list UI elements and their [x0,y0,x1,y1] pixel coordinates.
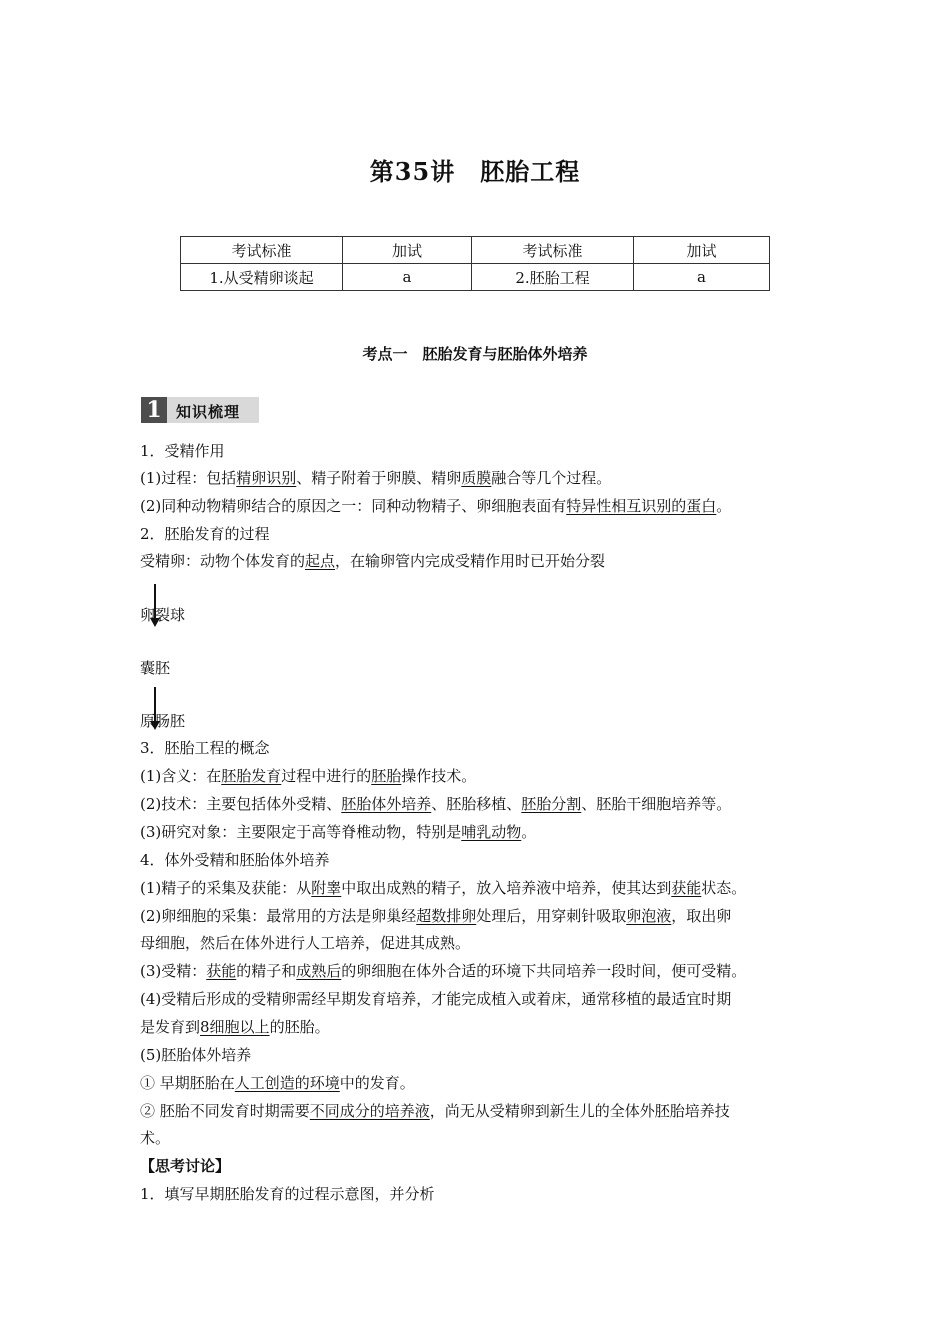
table-cell: 考试标准 [181,237,343,264]
badge-number: 1 [141,397,167,423]
table-cell: 2.胚胎工程 [472,264,634,291]
table-cell: 考试标准 [472,237,634,264]
table-cell: 加试 [634,237,770,264]
section-title: 考点一 胚胎发育与胚胎体外培养 [362,345,588,363]
paragraph-reason: (2)同种动物精卵结合的原因之一：同种动物精子、卵细胞表面有特异性相互识别的蛋白。 [140,497,732,515]
badge-label: 知识梳理 [176,403,241,421]
table-cell: a [634,264,770,291]
paragraph-early-embryo: ① 早期胚胎在人工创造的环境中的发育。 [140,1074,415,1092]
heading-ivf: 4．体外受精和胚胎体外培养 [140,851,330,869]
heading-embryo-culture: (5)胚胎体外培养 [140,1046,252,1064]
paragraph-media: ② 胚胎不同发育时期需要不同成分的培养液，尚无从受精卵到新生儿的全体外胚胎培养技 [140,1102,730,1120]
table-cell: 1.从受精卵谈起 [181,264,343,291]
paragraph-egg-cont: 母细胞，然后在体外进行人工培养，促进其成熟。 [140,934,471,952]
table-row [181,264,770,291]
paragraph-zygote: 受精卵：动物个体发育的起点，在输卵管内完成受精作用时已开始分裂 [140,552,606,570]
paragraph-culture-cont: 是发育到8细胞以上的胚胎。 [140,1018,330,1036]
exam-standards-table [180,236,770,291]
page-title: 第35讲 胚胎工程 [369,157,581,186]
table-cell: 加试 [343,237,472,264]
paragraph-egg: (2)卵细胞的采集：最常用的方法是卵巢经超数排卵处理后，用穿刺针吸取卵泡液，取出卵 [140,907,732,925]
heading-concept: 3．胚胎工程的概念 [140,739,270,757]
flow-step-blastocyst: 囊胚 [140,659,171,677]
heading-development: 2．胚胎发育的过程 [140,525,270,543]
paragraph-media-cont: 术。 [140,1129,171,1147]
paragraph-meaning: (1)含义：在胚胎发育过程中进行的胚胎操作技术。 [140,767,477,785]
paragraph-sperm: (1)精子的采集及获能：从附睾中取出成熟的精子，放入培养液中培养，使其达到获能状态。 [140,879,747,897]
paragraph-fertilize: (3)受精：获能的精子和成熟后的卵细胞在体外合适的环境下共同培养一段时间，便可受精。 [140,962,747,980]
flow-step-morula: 卵裂球 [140,606,186,624]
paragraph-process: (1)过程：包括精卵识别、精子附着于卵膜、精卵质膜融合等几个过程。 [140,469,612,487]
table-header-row [181,237,770,264]
table-cell: a [343,264,472,291]
discussion-heading: 【思考讨论】 [140,1157,231,1175]
paragraph-culture: (4)受精后形成的受精卵需经早期发育培养，才能完成植入或着床，通常移植的最适宜时期 [140,990,732,1008]
paragraph-technique: (2)技术：主要包括体外受精、胚胎体外培养、胚胎移植、胚胎分割、胚胎干细胞培养等。 [140,795,732,813]
heading-fertilization: 1．受精作用 [140,442,225,460]
paragraph-subject: (3)研究对象：主要限定于高等脊椎动物，特别是哺乳动物。 [140,823,537,841]
discussion-question: 1．填写早期胚胎发育的过程示意图，并分析 [140,1185,435,1203]
flow-step-gastrula: 原肠胚 [140,712,186,730]
